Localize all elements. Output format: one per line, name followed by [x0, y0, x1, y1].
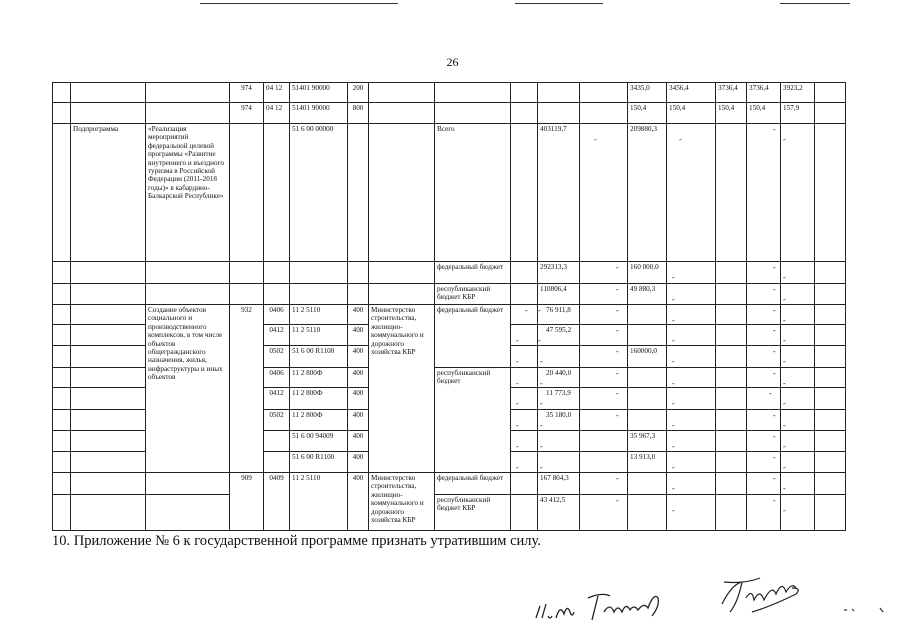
value-2018: 150,4 [716, 103, 747, 124]
vr-cell: 800 [348, 103, 369, 124]
dash: - [773, 306, 776, 315]
rzpr-cell: 0409 [264, 473, 290, 531]
dash: - [672, 463, 675, 472]
total-cell: 167 804,3 [538, 473, 580, 495]
csr-cell: 11 2 800Ф [290, 388, 348, 410]
dash: - [538, 336, 541, 345]
csr-cell: 51401 90000 [290, 103, 348, 124]
vr-cell: 400 [348, 410, 369, 431]
vr-cell: 400 [348, 452, 369, 473]
dash: - [616, 285, 619, 294]
table-row [53, 305, 846, 325]
csr-cell: 11 2 5110 [290, 325, 348, 346]
dash: - [672, 506, 675, 515]
grbs-cell: 974 [230, 103, 264, 124]
value-2020: 3923,2 [781, 83, 815, 103]
value-2019: 3736,4 [747, 83, 781, 103]
dash: - [773, 125, 776, 134]
dash: - [773, 347, 776, 356]
dash: - [516, 442, 519, 451]
dash: - [783, 442, 786, 451]
dash: - [616, 369, 619, 378]
dash: - [783, 135, 786, 144]
rzpr-cell: 0412 [264, 388, 290, 410]
handwritten-signature [712, 574, 822, 624]
value-2014: 209880,3 [628, 124, 667, 262]
value-2017: 150,4 [667, 103, 716, 124]
source-cell: Всего [435, 124, 511, 262]
table-row [53, 83, 846, 103]
dash: - [773, 369, 776, 378]
dash: - [540, 399, 543, 408]
dash: - [783, 295, 786, 304]
dash: - [783, 336, 786, 345]
dash: - [783, 484, 786, 493]
dash: - [516, 399, 519, 408]
source-cell: федеральный бюджет [435, 305, 511, 368]
total-cell: 11 773,9 [546, 389, 571, 397]
source-cell: федеральный бюджет [435, 262, 511, 284]
total-cell: 76 911,8 [546, 306, 571, 314]
source-cell: федеральный бюджет [435, 473, 511, 495]
vr-cell: 400 [348, 473, 369, 531]
value-2014: 160 000,0 [628, 262, 667, 284]
value-2016: 3435,0 [628, 83, 667, 103]
csr-cell: 11 2 800Ф [290, 410, 348, 431]
top-rule [780, 3, 850, 4]
dash: - [616, 389, 619, 398]
dash: - [516, 421, 519, 430]
rzpr-cell: 0406 [264, 368, 290, 388]
dash: - [783, 399, 786, 408]
dash: - [773, 432, 776, 441]
vr-cell: 200 [348, 83, 369, 103]
dash: - [540, 421, 543, 430]
dash: - [672, 442, 675, 451]
total-cell: 43 412,5 [538, 495, 580, 531]
rzpr-cell: 04 12 [264, 103, 290, 124]
value-2014: 160000,0 [628, 346, 667, 368]
dash: - [679, 135, 682, 144]
dash: - [672, 336, 675, 345]
grbs-cell: 974 [230, 83, 264, 103]
dash: - [783, 506, 786, 515]
status-cell: Подпрограмма [71, 124, 146, 262]
table-row [53, 262, 846, 284]
table-row [53, 103, 846, 124]
dash: - [516, 357, 519, 366]
total-cell: 35 180,0 [546, 411, 572, 419]
dash: - [773, 453, 776, 462]
grbs-cell: 932 [230, 305, 264, 473]
value-2016: 150,4 [628, 103, 667, 124]
rzpr-cell: 04 12 [264, 83, 290, 103]
dash: - [672, 357, 675, 366]
executor-cell: Министерство строительства, жилищно-коммунального и дорожного хозяйства КБР [369, 305, 435, 473]
dash: - [540, 357, 543, 366]
subprogram-name: «Реализация мероприятий федеральной целевой программы «Развитие внутреннего и въездного туризма в Российской Федерации (2011-2018 годы)» в кабардино-Балкарской Республике» [146, 124, 230, 262]
vr-cell: 400 [348, 388, 369, 410]
dash: - [516, 379, 519, 388]
page-number: 26 [446, 55, 459, 69]
dash: - [672, 379, 675, 388]
dash: - [672, 421, 675, 430]
program-table [52, 82, 846, 531]
vr-cell: 400 [348, 346, 369, 368]
value-2014: 13 913,0 [628, 452, 667, 473]
total-cell: 20 440,0 [546, 369, 572, 377]
footer-text: 10. Приложение № 6 к государственной программе признать утратившим силу. [52, 533, 541, 549]
dash: - [672, 316, 675, 325]
value-2017: 3456,4 [667, 83, 716, 103]
dash: - [773, 263, 776, 272]
dash: - [773, 474, 776, 483]
dash: - [538, 306, 541, 315]
dash: - [525, 306, 528, 315]
dash: - [616, 306, 619, 315]
dash: - [616, 411, 619, 420]
csr-cell: 51 6 00 94009 [290, 431, 348, 452]
dash: - [540, 463, 543, 472]
dash: - [783, 379, 786, 388]
vr-cell: 400 [348, 305, 369, 325]
dash: - [773, 496, 776, 505]
dash: - [783, 357, 786, 366]
table-row [53, 473, 846, 495]
csr-cell: 11 2 5110 [290, 305, 348, 325]
source-cell: республиканский бюджет КБР [435, 284, 511, 305]
rzpr-cell: 0502 [264, 346, 290, 368]
dash: - [540, 379, 543, 388]
dash: - [773, 411, 776, 420]
vr-cell: 400 [348, 431, 369, 452]
csr-cell: 51 6 00 R1100 [290, 452, 348, 473]
dash: - [616, 326, 619, 335]
value-2019: 150,4 [747, 103, 781, 124]
dash: - [616, 474, 619, 483]
vr-cell: 400 [348, 325, 369, 346]
csr-cell: 11 2 800Ф [290, 368, 348, 388]
dash: - [616, 263, 619, 272]
dash: - [769, 389, 772, 398]
source-cell: республиканский бюджет КБР [435, 495, 511, 531]
grbs-cell: 909 [230, 473, 264, 531]
dash: - [616, 347, 619, 356]
handwritten-name-signature [532, 588, 672, 628]
scan-marks [840, 604, 890, 616]
dash: - [783, 273, 786, 282]
table-row [53, 495, 846, 531]
dash: - [672, 295, 675, 304]
total-cell: 47 595,2 [546, 326, 572, 334]
dash: - [672, 273, 675, 282]
rzpr-cell: 0406 [264, 305, 290, 325]
activity-name: Создание объектов социального и производственного комплексов, в том числе объектов общегражданского назначения, жилья, инфраструктуры и иных объектов [146, 305, 230, 473]
rzpr-cell: 0502 [264, 410, 290, 431]
dash: - [672, 399, 675, 408]
value-2014: 49 880,3 [628, 284, 667, 305]
dash: - [594, 135, 597, 144]
dash: - [516, 463, 519, 472]
value-2014: 35 967,3 [628, 431, 667, 452]
total-cell: 403119,7 [538, 124, 580, 262]
dash: - [783, 316, 786, 325]
top-rule [200, 3, 398, 4]
dash: - [616, 496, 619, 505]
value-2018: 3736,4 [716, 83, 747, 103]
top-rule [515, 3, 603, 4]
csr-cell: 51 6 00 00000 [290, 124, 348, 262]
total-cell: 292313,3 [538, 262, 580, 284]
dash: - [516, 336, 519, 345]
executor-cell: Министерство строительства, жилищно-коммунального и дорожного хозяйства КБР [369, 473, 435, 531]
dash: - [773, 285, 776, 294]
csr-cell: 51 6 00 R1100 [290, 346, 348, 368]
value-2020: 157,9 [781, 103, 815, 124]
source-cell: республиканский бюджет [435, 368, 511, 473]
dash: - [783, 463, 786, 472]
vr-cell: 400 [348, 368, 369, 388]
dash: - [672, 484, 675, 493]
dash: - [773, 326, 776, 335]
rzpr-cell: 0412 [264, 325, 290, 346]
csr-cell: 11 2 5110 [290, 473, 348, 531]
csr-cell: 51401 90000 [290, 83, 348, 103]
total-cell: 110806,4 [538, 284, 580, 305]
table-row [53, 284, 846, 305]
dash: - [540, 442, 543, 451]
dash: - [783, 421, 786, 430]
table-row [53, 124, 846, 262]
